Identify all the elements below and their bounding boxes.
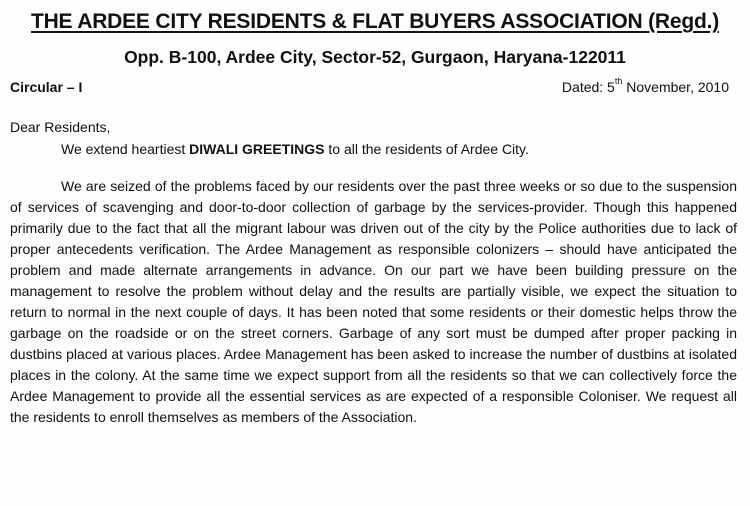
- date-ordinal-suffix: th: [614, 76, 623, 86]
- circular-number: Circular – I: [10, 79, 83, 95]
- association-title: THE ARDEE CITY RESIDENTS & FLAT BUYERS ASSOCIATION (Regd.): [30, 10, 720, 33]
- date-prefix: Dated: 5: [561, 79, 615, 95]
- circular-body-paragraph: We are seized of the problems faced by our residents over the past three weeks or so due to the suspension of services of scavenging and door-to-door collection of garbage by the services-provider. Though this happened primarily due to the fact that all the migrant labour was driven out of the city by the Police authorities due to lack of proper antecedents verification. The Ardee Management as responsible colonizers – should have anticipated the problem and made alternate arrangements in advance. On our part we have been building pressure on the management to resolve the problem without delay and the results are partially visible, we expect the situation to return to normal in the next couple of days. It has been noted that some residents or their domestic helps throw the garbage on the roadside or on the street corners. Garbage of any sort must be dumped after proper packing in dustbins placed at various places. Ardee Management has been asked to increase the number of dustbins at isolated places in the colony. At the same time we expect support from all the residents so that we can collectively force the Ardee Management to provide all the essential services as are expected of a responsible Coloniser. We request all the residents to enroll themselves as members of the Association.: [10, 178, 737, 425]
- greeting-highlight: DIWALI GREETINGS: [189, 141, 325, 157]
- greeting-line: [61, 141, 529, 157]
- greeting-text-after: to all the residents of Ardee City.: [324, 141, 529, 157]
- salutation: Dear Residents,: [10, 119, 111, 135]
- association-address: Opp. B-100, Ardee City, Sector-52, Gurgaon, Haryana-122011: [124, 47, 626, 67]
- circular-date: [561, 76, 729, 95]
- date-rest: November, 2010: [622, 79, 729, 95]
- greeting-text-before: We extend heartiest: [61, 141, 190, 157]
